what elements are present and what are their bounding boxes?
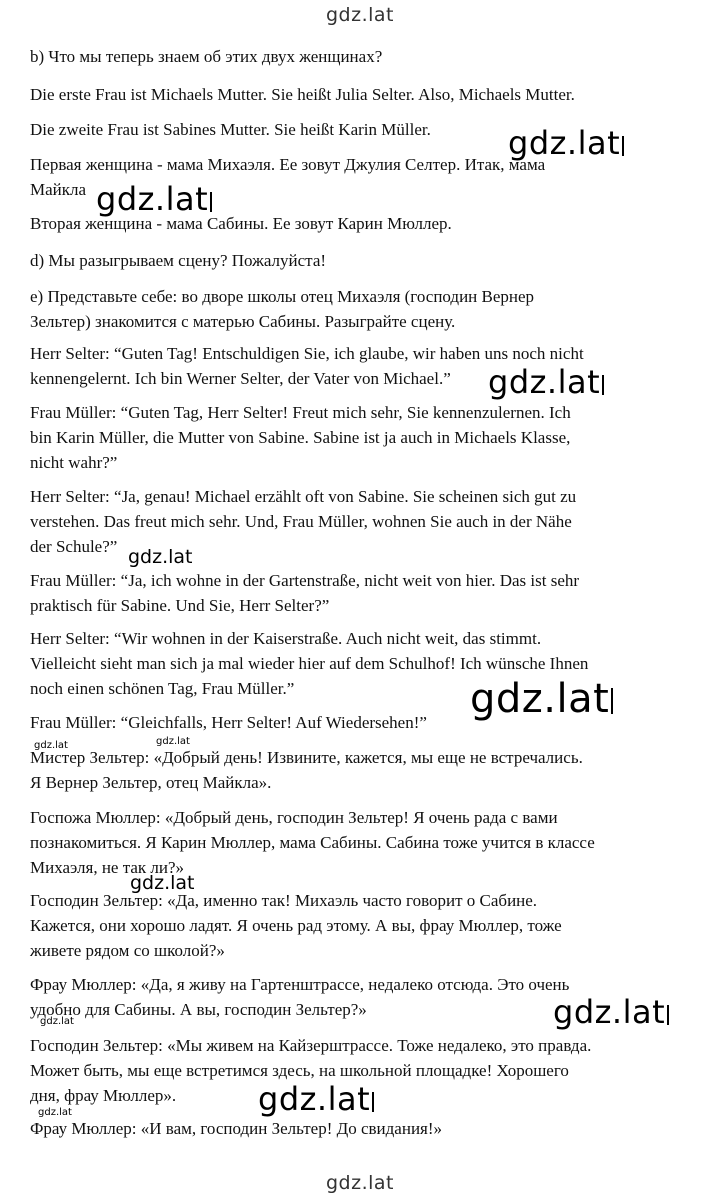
dialogue-ru-mueller-3: Фрау Мюллер: «И вам, господин Зельтер! До свидания!» xyxy=(30,1119,443,1138)
watermark-bar-icon xyxy=(622,136,624,156)
watermark-bar-icon xyxy=(602,375,604,395)
dialogue-de-selter-1: Herr Selter: “Guten Tag! Entschuldigen Sie, ich glaube, wir haben uns noch nicht kennengelernt. Ich bin Werner Selter, der Vater von Michael.” xyxy=(30,344,584,388)
dialogue-ru-zelter-1: Мистер Зельтер: «Добрый день! Извините, кажется, мы еще не встречались. Я Вернер Зельтер, отец Майкла». xyxy=(30,748,583,792)
dialogue-de-mueller-2: Frau Müller: “Ja, ich wohne in der Gartenstraße, nicht weit von hier. Das ist sehr praktisch für Sabine. Und Sie, Herr Selter?” xyxy=(30,571,580,615)
watermark-bar-icon xyxy=(611,688,613,714)
paragraph-first-woman-de: Die erste Frau ist Michaels Mutter. Sie heißt Julia Selter. Also, Michaels Mutter. xyxy=(30,85,575,104)
paragraph-second-woman-de: Die zweite Frau ist Sabines Mutter. Sie heißt Karin Müller. xyxy=(30,120,431,139)
watermark-bar-icon xyxy=(210,192,212,212)
watermark-bar-icon xyxy=(667,1005,669,1025)
dialogue-de-mueller-1: Frau Müller: “Guten Tag, Herr Selter! Freut mich sehr, Sie kennenzulernen. Ich bin Karin Müller, die Mutter von Sabine. Sabine ist ja auch in Michaels Klasse, nicht wahr?” xyxy=(30,403,571,472)
watermark-logo: gdz.lat xyxy=(553,993,669,1031)
dialogue-de-selter-2: Herr Selter: “Ja, genau! Michael erzählt oft von Sabine. Sie scheinen sich gut zu verstehen. Das freut mich sehr. Und, Frau Müller, wohnen Sie auch in der Nähe der Schule?” xyxy=(30,487,577,556)
dialogue-ru-mueller-1: Госпожа Мюллер: «Добрый день, господин Зельтер! Я очень рада с вами познакомиться. Я Карин Мюллер, мама Сабины. Сабина тоже учится в классе Михаэля, не так ли?» xyxy=(30,808,595,877)
paragraph-second-woman-ru: Вторая женщина - мама Сабины. Ее зовут Карин Мюллер. xyxy=(30,214,452,233)
watermark-logo: gdz.lat xyxy=(508,124,624,162)
paragraph-b-question: b) Что мы теперь знаем об этих двух женщинах? xyxy=(30,47,383,66)
dialogue-de-mueller-3: Frau Müller: “Gleichfalls, Herr Selter! Auf Wiedersehen!” xyxy=(30,713,427,732)
watermark-logo: gdz.lat xyxy=(130,872,195,894)
dialogue-ru-mueller-2: Фрау Мюллер: «Да, я живу на Гартенштрассе, недалеко отсюда. Это очень удобно для Сабины. А вы, господин Зельтер?» xyxy=(30,975,570,1019)
watermark-logo: gdz.lat xyxy=(38,1107,72,1118)
watermark-logo: gdz.lat xyxy=(470,676,613,722)
dialogue-ru-zelter-3: Господин Зельтер: «Мы живем на Кайзерштрассе. Тоже недалеко, это правда. Может быть, мы еще встретимся здесь, на школьной площадке! Хорошего дня, фрау Мюллер». xyxy=(30,1036,592,1105)
watermark-logo: gdz.lat xyxy=(34,740,68,751)
watermark-logo: gdz.lat xyxy=(40,1016,74,1027)
dialogue-ru-zelter-2: Господин Зельтер: «Да, именно так! Михаэль часто говорит о Сабине. Кажется, они хорошо ладят. Я очень рад этому. А вы, фрау Мюллер, тоже живете рядом со школой?» xyxy=(30,891,562,960)
watermark-bar-icon xyxy=(372,1092,374,1112)
site-header: gdz.lat xyxy=(325,4,394,26)
paragraph-d-task: d) Мы разыгрываем сцену? Пожалуйста! xyxy=(30,251,327,270)
watermark-logo: gdz.lat xyxy=(258,1080,374,1118)
site-footer: gdz.lat xyxy=(325,1172,394,1194)
paragraph-first-woman-ru: Первая женщина - мама Михаэля. Ее зовут Джулия Селтер. Итак, мама Майкла xyxy=(30,155,546,199)
paragraph-e-task: e) Представьте себе: во дворе школы отец Михаэля (господин Вернер Зельтер) знакомится с матерью Сабины. Разыграйте сцену. xyxy=(30,287,535,331)
watermark-logo: gdz.lat xyxy=(96,180,212,218)
watermark-logo: gdz.lat xyxy=(488,363,604,401)
dialogue-de-selter-3: Herr Selter: “Wir wohnen in der Kaiserstraße. Auch nicht weit, das stimmt. Vielleicht sieht man sich ja mal wieder hier auf dem Schulhof! Ich wünsche Ihnen noch einen schönen Tag, Frau Müller.” xyxy=(30,629,589,698)
watermark-logo: gdz.lat xyxy=(128,546,193,568)
watermark-logo: gdz.lat xyxy=(156,736,190,747)
